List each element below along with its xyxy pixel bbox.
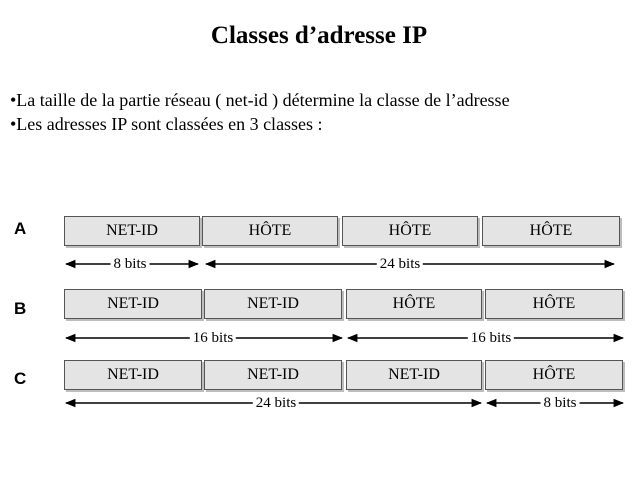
class-a-host-bits: 24 bits bbox=[377, 256, 423, 273]
class-b-field: NET-ID bbox=[204, 289, 342, 319]
bullet-item: •La taille de la partie réseau ( net-id ) détermine la classe de l’adresse bbox=[10, 90, 510, 110]
class-c-field: NET-ID bbox=[346, 360, 482, 390]
class-b-field: HÔTE bbox=[346, 289, 482, 319]
class-b-field: HÔTE bbox=[485, 289, 623, 319]
class-b-field: NET-ID bbox=[64, 289, 202, 319]
class-a-field: NET-ID bbox=[64, 216, 200, 246]
page-title: Classes d’adresse IP bbox=[210, 22, 428, 49]
class-a-field: HÔTE bbox=[342, 216, 478, 246]
class-b-label: B bbox=[14, 299, 27, 318]
class-c-label: C bbox=[14, 369, 27, 388]
class-a-field: HÔTE bbox=[482, 216, 620, 246]
class-c-netid-bits: 24 bits bbox=[253, 395, 299, 412]
class-a-label: A bbox=[14, 219, 27, 238]
class-a-netid-bits: 8 bits bbox=[111, 256, 150, 273]
class-c-host-bits: 8 bits bbox=[541, 395, 580, 412]
class-c-field: HÔTE bbox=[485, 360, 623, 390]
class-c-field: NET-ID bbox=[204, 360, 342, 390]
bullet-item: •Les adresses IP sont classées en 3 classes : bbox=[10, 114, 323, 134]
class-c-field: NET-ID bbox=[64, 360, 202, 390]
class-a-field: HÔTE bbox=[202, 216, 338, 246]
class-b-host-bits: 16 bits bbox=[468, 330, 514, 347]
class-b-netid-bits: 16 bits bbox=[190, 330, 236, 347]
